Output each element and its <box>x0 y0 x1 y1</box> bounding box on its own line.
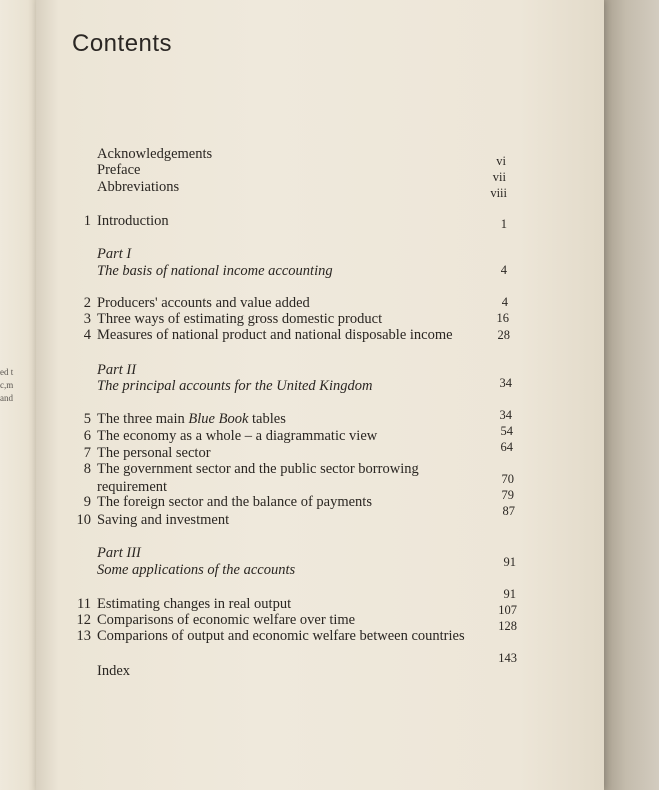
toc-chapter-number: 3 <box>83 311 91 327</box>
toc-chapter-number: 13 <box>76 628 91 644</box>
toc-entry-title: The basis of national income accounting <box>97 263 333 279</box>
toc-chapter-number: 6 <box>83 428 91 444</box>
toc-page-number: 64 <box>500 440 513 454</box>
book-title-emphasis: Blue Book <box>188 411 249 427</box>
toc-entry-title: The three main Blue Book tables <box>97 411 286 427</box>
facing-page-text-fragment: c,m <box>0 380 14 390</box>
facing-page-text-fragment: ed t <box>0 367 14 377</box>
part-label: Part I <box>97 246 132 262</box>
contents-page <box>36 0 604 790</box>
toc-chapter-number: 5 <box>83 411 91 427</box>
toc-entry-title: The foreign sector and the balance of payments <box>97 494 372 510</box>
toc-page-number: 91 <box>503 587 516 601</box>
toc-entry-title: Abbreviations <box>97 179 180 195</box>
facing-page-text-fragment: and <box>0 393 13 403</box>
toc-page-number: 16 <box>496 311 509 325</box>
toc-chapter-number: 2 <box>83 295 91 311</box>
toc-chapter-number: 8 <box>83 461 91 477</box>
toc-chapter-number: 9 <box>83 494 91 510</box>
toc-page-number: viii <box>490 186 507 200</box>
toc-page-number: 70 <box>501 472 514 486</box>
toc-chapter-number: 4 <box>83 327 91 343</box>
toc-entry-title: Measures of national product and national disposable income <box>97 327 453 343</box>
toc-page-number: 143 <box>498 651 517 665</box>
toc-chapter-number: 11 <box>77 596 91 612</box>
toc-entry-title: Comparisons of economic welfare over time <box>97 612 356 628</box>
toc-entry-title: Introduction <box>97 213 169 229</box>
page-title: Contents <box>72 30 173 57</box>
toc-entry-title: Estimating changes in real output <box>97 596 292 612</box>
toc-entry-title: Some applications of the accounts <box>97 562 296 578</box>
toc-page-number: 107 <box>498 603 517 617</box>
toc-page-number: vi <box>496 154 506 168</box>
toc-entry-title: Saving and investment <box>97 512 230 528</box>
toc-page-number: 34 <box>499 376 512 390</box>
toc-entry-title: The government sector and the public sector borrowing <box>97 461 419 477</box>
toc-entry-title: The personal sector <box>97 445 211 461</box>
toc-entry-title: Acknowledgements <box>97 146 213 162</box>
toc-chapter-number: 1 <box>83 213 91 229</box>
toc-chapter-number: 10 <box>76 512 91 528</box>
toc-page-number: 34 <box>499 408 512 422</box>
part-label: Part III <box>97 545 141 561</box>
toc-page-number: 128 <box>498 619 517 633</box>
toc-page-number: 1 <box>500 217 507 231</box>
toc-chapter-number: 12 <box>76 612 91 628</box>
toc-chapter-number: 7 <box>83 445 91 461</box>
toc-entry-title: Producers' accounts and value added <box>97 295 310 311</box>
toc-page-number: 28 <box>497 328 510 342</box>
toc-page-number: 54 <box>500 424 513 438</box>
toc-entry-title: The economy as a whole – a diagrammatic view <box>97 428 378 444</box>
toc-page-number: 91 <box>503 555 516 569</box>
toc-entry-title-continued: requirement <box>97 479 168 495</box>
toc-entry-title: Index <box>97 663 131 679</box>
toc-page-number: 79 <box>501 488 514 502</box>
toc-entry-title: Comparions of output and economic welfare between countries <box>97 628 465 644</box>
toc-page-number: vii <box>492 170 506 184</box>
toc-page-number: 4 <box>501 295 508 309</box>
toc-page-number: 87 <box>502 504 515 518</box>
toc-entry-title: The principal accounts for the United Kingdom <box>97 378 373 394</box>
background-surface <box>604 0 659 790</box>
part-label: Part II <box>97 362 137 378</box>
toc-entry-title: Three ways of estimating gross domestic product <box>97 311 383 327</box>
facing-page-edge <box>0 0 40 790</box>
toc-entry-title: Preface <box>97 162 141 178</box>
toc-page-number: 4 <box>500 263 507 277</box>
